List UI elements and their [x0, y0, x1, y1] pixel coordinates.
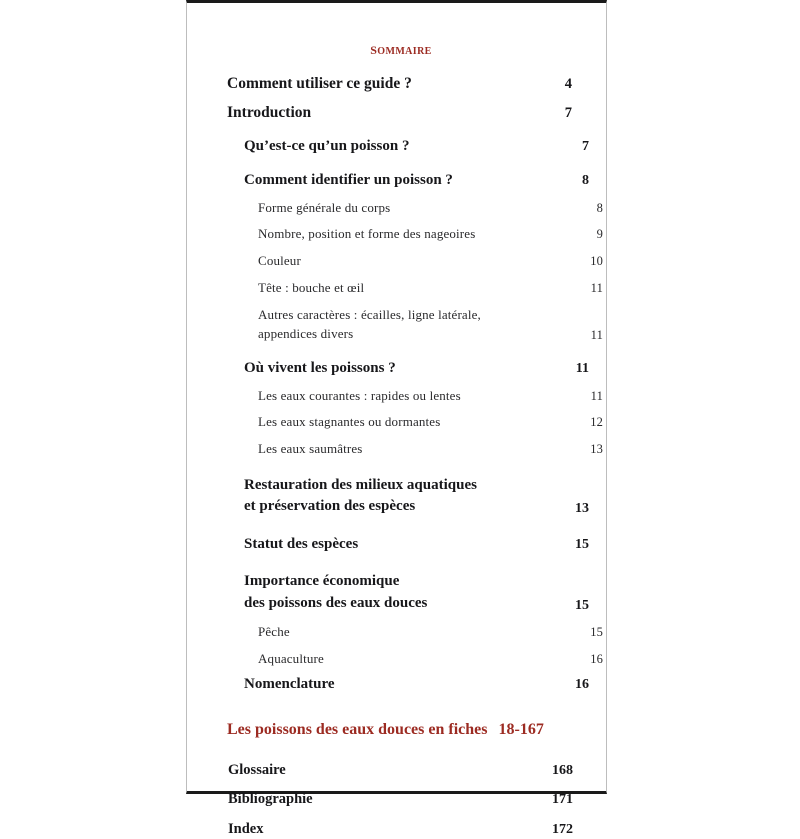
toc-entry-label: Forme générale du corps — [258, 199, 391, 215]
toc-entry[interactable] — [227, 104, 575, 122]
toc-entry[interactable] — [227, 414, 606, 431]
toc-entry[interactable] — [227, 280, 606, 297]
toc-entry-page: 168 — [552, 762, 573, 778]
toc-entry[interactable] — [227, 762, 576, 780]
toc-entry-page: 13 — [590, 441, 603, 456]
toc-entry-page: 172 — [552, 822, 573, 838]
toc-entry-page: 11 — [590, 280, 603, 295]
toc-entry[interactable] — [227, 253, 606, 270]
toc-entry-label: Glossaire — [228, 761, 286, 778]
toc-entry-label: Pêche — [258, 624, 290, 640]
toc-entry[interactable] — [227, 171, 592, 190]
toc-entry-page: 7 — [582, 139, 589, 155]
toc-entry-page: 8 — [596, 200, 603, 215]
toc-entry[interactable] — [227, 200, 606, 217]
book-page-sheet — [186, 0, 607, 838]
toc-entry-label: Les eaux courantes : rapides ou lentes — [258, 387, 461, 403]
toc-entry[interactable] — [227, 571, 592, 615]
toc-feature-page: 18-167 — [498, 721, 544, 739]
toc-entry[interactable] — [227, 226, 606, 243]
toc-entry-page: 9 — [596, 227, 603, 242]
toc-entry-page: 11 — [590, 388, 603, 403]
toc-entry[interactable] — [227, 359, 592, 378]
toc-feature-entry[interactable] — [227, 720, 575, 739]
toc-entry-label: Couleur — [258, 252, 301, 268]
toc-entry-label: Statut des espèces — [244, 536, 359, 553]
toc-entry-label — [258, 306, 559, 344]
toc-entry-label: Aquaculture — [258, 650, 324, 666]
toc-entry-page: 4 — [564, 75, 572, 92]
toc-entry-label: Bibliographie — [228, 791, 313, 808]
toc-entry-page: 8 — [582, 172, 589, 188]
toc-entry[interactable] — [227, 75, 575, 93]
toc-entry-page: 16 — [590, 651, 603, 666]
toc-entry-label-line2: et préservation des espèces — [244, 498, 416, 515]
toc-entry-label: Index — [228, 821, 264, 838]
toc-entry-label-line2: appendices divers — [258, 326, 354, 341]
toc-feature-label: Les poissons des eaux douces en fiches — [227, 721, 488, 739]
toc-entry[interactable] — [227, 675, 592, 694]
toc-entry-page: 15 — [590, 625, 603, 640]
toc-entry-label: Les eaux saumâtres — [258, 440, 363, 456]
toc-entry[interactable] — [227, 306, 606, 344]
toc-entry[interactable] — [227, 137, 592, 156]
toc-entry-label: Nombre, position et forme des nageoires — [258, 226, 476, 242]
toc-entry-label-line1: Importance économique — [244, 572, 400, 589]
toc-entry-page: 16 — [575, 676, 589, 692]
toc-entry-page: 7 — [564, 104, 572, 121]
toc-entry-label: Les eaux stagnantes ou dormantes — [258, 414, 441, 430]
toc-entry[interactable] — [227, 651, 606, 668]
toc-entry-page: 13 — [575, 501, 589, 517]
toc-entry[interactable] — [227, 388, 606, 405]
toc-entry-label-line2: des poissons des eaux douces — [244, 594, 428, 611]
toc-entry[interactable] — [227, 535, 592, 554]
toc-entry-label: Où vivent les poissons ? — [244, 359, 396, 376]
toc-entry-label-line1: Restauration des milieux aquatiques — [244, 476, 477, 493]
toc-entry-label: Introduction — [227, 103, 312, 121]
toc-entry-page: 10 — [590, 253, 603, 268]
toc-entry[interactable] — [227, 791, 576, 809]
toc-entry-label — [244, 571, 545, 615]
toc-entry-page: 15 — [575, 537, 589, 553]
page-title: sommaire — [370, 39, 432, 58]
toc-entry-label — [244, 475, 545, 519]
toc-entry-label: Comment identifier un poisson ? — [244, 171, 453, 188]
toc-entry-label: Comment utiliser ce guide ? — [227, 74, 412, 92]
toc-entry-page: 15 — [575, 597, 589, 613]
toc-entry-page: 171 — [552, 792, 573, 808]
toc-entry-label-line1: Autres caractères : écailles, ligne latérale, — [258, 307, 481, 323]
toc-entry-page: 11 — [575, 360, 589, 376]
toc-entry[interactable] — [227, 821, 576, 839]
toc-entry-page: 12 — [590, 415, 603, 430]
toc-entry[interactable] — [227, 624, 606, 641]
toc-entry-page: 11 — [590, 328, 603, 343]
toc-entry-label: Tête : bouche et œil — [258, 279, 365, 295]
toc-entry-label: Qu’est-ce qu’un poisson ? — [244, 138, 410, 155]
toc-entry[interactable] — [227, 475, 592, 519]
toc-entry-label: Nomenclature — [244, 675, 335, 692]
toc-entry[interactable] — [227, 441, 606, 458]
table-of-contents — [227, 3, 603, 839]
